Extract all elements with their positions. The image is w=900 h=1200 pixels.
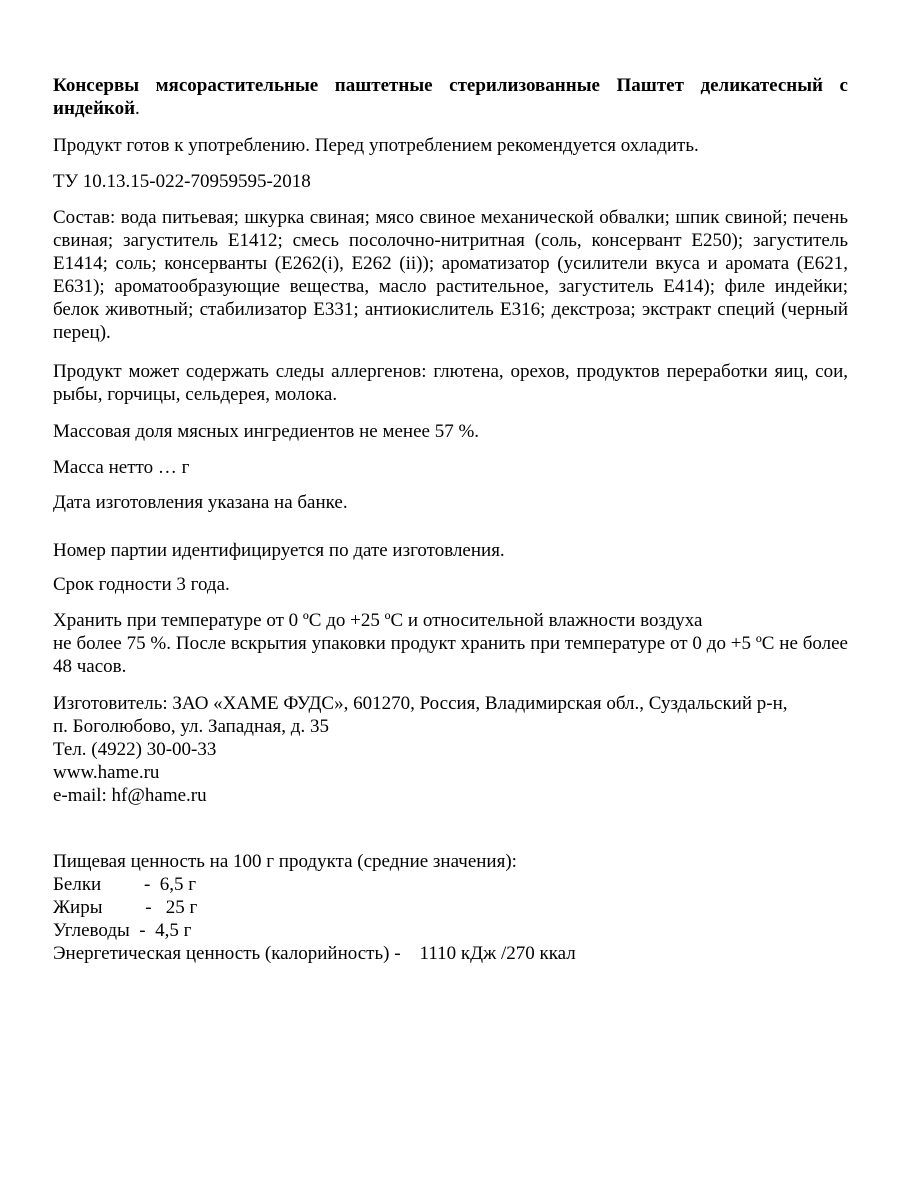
storage-line: Хранить при температуре от 0 ºС до +25 ºС и относительной влажности воздуха xyxy=(53,610,703,631)
nutrition-facts xyxy=(53,850,848,965)
meat-share-note: Массовая доля мясных ингредиентов не менее 57 %. xyxy=(53,421,480,442)
composition-paragraph: Состав: вода питьевая; шкурка свиная; мясо свиное механической обвалки; шпик свиной; печень свиная; загуститель Е1412; смесь посолочно-нитритная (соль, консервант Е250); загуститель Е1414; соль; консерванты (Е262(i), Е262 (ii)); ароматизатор (усилители вкуса и аромата (Е621, Е631); ароматообразующие вещества, масло растительное, загуститель Е414); филе индейки; белок животный; стабилизатор Е331; антиокислитель Е316; декстроза; экстракт специй (черный перец). xyxy=(53,207,848,343)
technical-spec-code: ТУ 10.13.15-022-70959595-2018 xyxy=(53,171,311,192)
ready-to-eat-note: Продукт готов к употреблению. Перед употреблением рекомендуется охладить. xyxy=(53,135,699,156)
product-title xyxy=(53,74,848,120)
storage-line: не более 75 %. После вскрытия упаковки продукт хранить при температуре от 0 до +5 ºС не более 48 часов. xyxy=(53,633,848,677)
allergens-paragraph: Продукт может содержать следы аллергенов: глютена, орехов, продуктов переработки яиц, сои, рыбы, горчицы, сельдерея, молока. xyxy=(53,361,848,405)
nutrition-row-fat: Жиры - 25 г xyxy=(53,897,198,918)
storage-conditions xyxy=(53,609,848,678)
product-title-bold: Консервы мясорастительные паштетные стерилизованные Паштет деликатесный с индейкой xyxy=(53,75,848,119)
manufacturer-name: Изготовитель: ЗАО «ХАМЕ ФУДС», 601270, Россия, Владимирская обл., Суздальский р-н, xyxy=(53,693,788,714)
product-title-period: . xyxy=(135,98,140,119)
nutrition-row-protein: Белки - 6,5 г xyxy=(53,874,197,895)
production-date-note: Дата изготовления указана на банке. xyxy=(53,492,348,513)
manufacturer-phone: Тел. (4922) 30-00-33 xyxy=(53,739,217,760)
shelf-life-note: Срок годности 3 года. xyxy=(53,574,230,595)
nutrition-row-carbs: Углеводы - 4,5 г xyxy=(53,920,192,941)
manufacturer-address: п. Боголюбово, ул. Западная, д. 35 xyxy=(53,716,329,737)
manufacturer-website: www.hame.ru xyxy=(53,762,160,783)
manufacturer-email: e-mail: hf@hame.ru xyxy=(53,785,207,806)
nutrition-heading: Пищевая ценность на 100 г продукта (средние значения): xyxy=(53,851,517,872)
manufacturer-info xyxy=(53,692,848,807)
batch-note: Номер партии идентифицируется по дате изготовления. xyxy=(53,540,505,561)
net-mass-note: Масса нетто … г xyxy=(53,457,190,478)
nutrition-row-energy: Энергетическая ценность (калорийность) - 1110 кДж /270 ккал xyxy=(53,943,576,964)
